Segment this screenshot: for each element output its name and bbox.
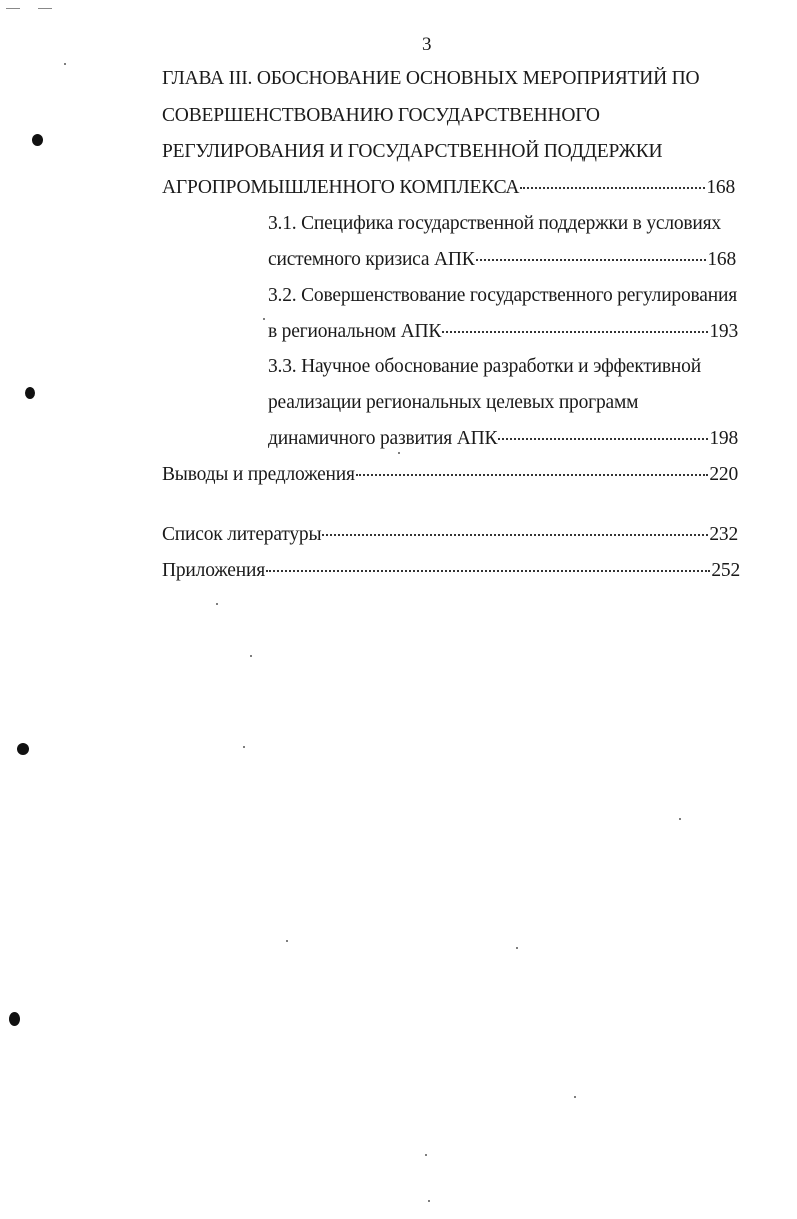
scan-speck bbox=[64, 63, 66, 65]
toc-entry-section-3-3[interactable] bbox=[268, 427, 738, 451]
toc-entry-label: Список литературы bbox=[162, 524, 322, 545]
dot-leader bbox=[322, 534, 708, 536]
scan-blot bbox=[32, 134, 43, 146]
toc-entry-conclusions[interactable] bbox=[162, 463, 738, 487]
toc-page-number: 168 bbox=[706, 177, 735, 198]
scan-speck bbox=[679, 818, 681, 820]
scan-speck bbox=[398, 452, 400, 454]
toc-entry-label: АГРОПРОМЫШЛЕННОГО КОМПЛЕКСА bbox=[162, 177, 520, 198]
toc-entry-appendices[interactable] bbox=[162, 559, 740, 583]
toc-entry-label: в региональном АПК bbox=[268, 321, 442, 342]
scan-speck bbox=[574, 1096, 576, 1098]
scan-blot bbox=[9, 1012, 20, 1026]
toc-page-number: 198 bbox=[709, 428, 738, 449]
scan-blot bbox=[25, 387, 35, 399]
toc-entry-label: Выводы и предложения bbox=[162, 464, 355, 485]
scan-speck bbox=[216, 603, 218, 605]
scan-mark bbox=[38, 8, 52, 9]
toc-page-number: 193 bbox=[709, 321, 738, 342]
toc-page-number: 168 bbox=[707, 249, 736, 270]
chapter-title-line: РЕГУЛИРОВАНИЯ И ГОСУДАРСТВЕННОЙ ПОДДЕРЖКИ bbox=[162, 141, 663, 162]
toc-entry-label: динамичного развития АПК bbox=[268, 428, 498, 449]
scan-speck bbox=[428, 1200, 430, 1202]
toc-page-number: 252 bbox=[711, 560, 740, 581]
dot-leader bbox=[476, 259, 707, 261]
scan-speck bbox=[286, 940, 288, 942]
scan-speck bbox=[243, 746, 245, 748]
section-title-line: реализации региональных целевых программ bbox=[268, 392, 639, 413]
toc-page-number: 220 bbox=[709, 464, 738, 485]
toc-entry-label: системного кризиса АПК bbox=[268, 249, 475, 270]
scan-speck bbox=[516, 947, 518, 949]
chapter-title-line: СОВЕРШЕНСТВОВАНИЮ ГОСУДАРСТВЕННОГО bbox=[162, 105, 600, 126]
dot-leader bbox=[498, 438, 708, 440]
toc-page-number: 232 bbox=[709, 524, 738, 545]
toc-entry-chapter[interactable] bbox=[162, 176, 735, 200]
section-title-line: 3.1. Специфика государственной поддержки в условиях bbox=[268, 213, 721, 234]
toc-entry-section-3-1[interactable] bbox=[268, 248, 736, 272]
dot-leader bbox=[356, 474, 709, 476]
toc-entry-section-3-2[interactable] bbox=[268, 320, 738, 344]
dot-leader bbox=[520, 187, 705, 189]
scan-speck bbox=[250, 655, 252, 657]
scan-blot bbox=[17, 743, 29, 755]
scan-mark bbox=[6, 8, 20, 9]
page-number: 3 bbox=[422, 34, 432, 55]
section-title-line: 3.3. Научное обоснование разработки и эффективной bbox=[268, 356, 701, 377]
chapter-title-line: ГЛАВА III. ОБОСНОВАНИЕ ОСНОВНЫХ МЕРОПРИЯТИЙ ПО bbox=[162, 68, 700, 89]
scan-speck bbox=[263, 318, 265, 320]
toc-entry-references[interactable] bbox=[162, 523, 738, 547]
scan-speck bbox=[425, 1154, 427, 1156]
toc-entry-label: Приложения bbox=[162, 560, 265, 581]
dot-leader bbox=[266, 570, 710, 572]
dot-leader bbox=[442, 331, 708, 333]
section-title-line: 3.2. Совершенствование государственного регулирования bbox=[268, 285, 737, 306]
